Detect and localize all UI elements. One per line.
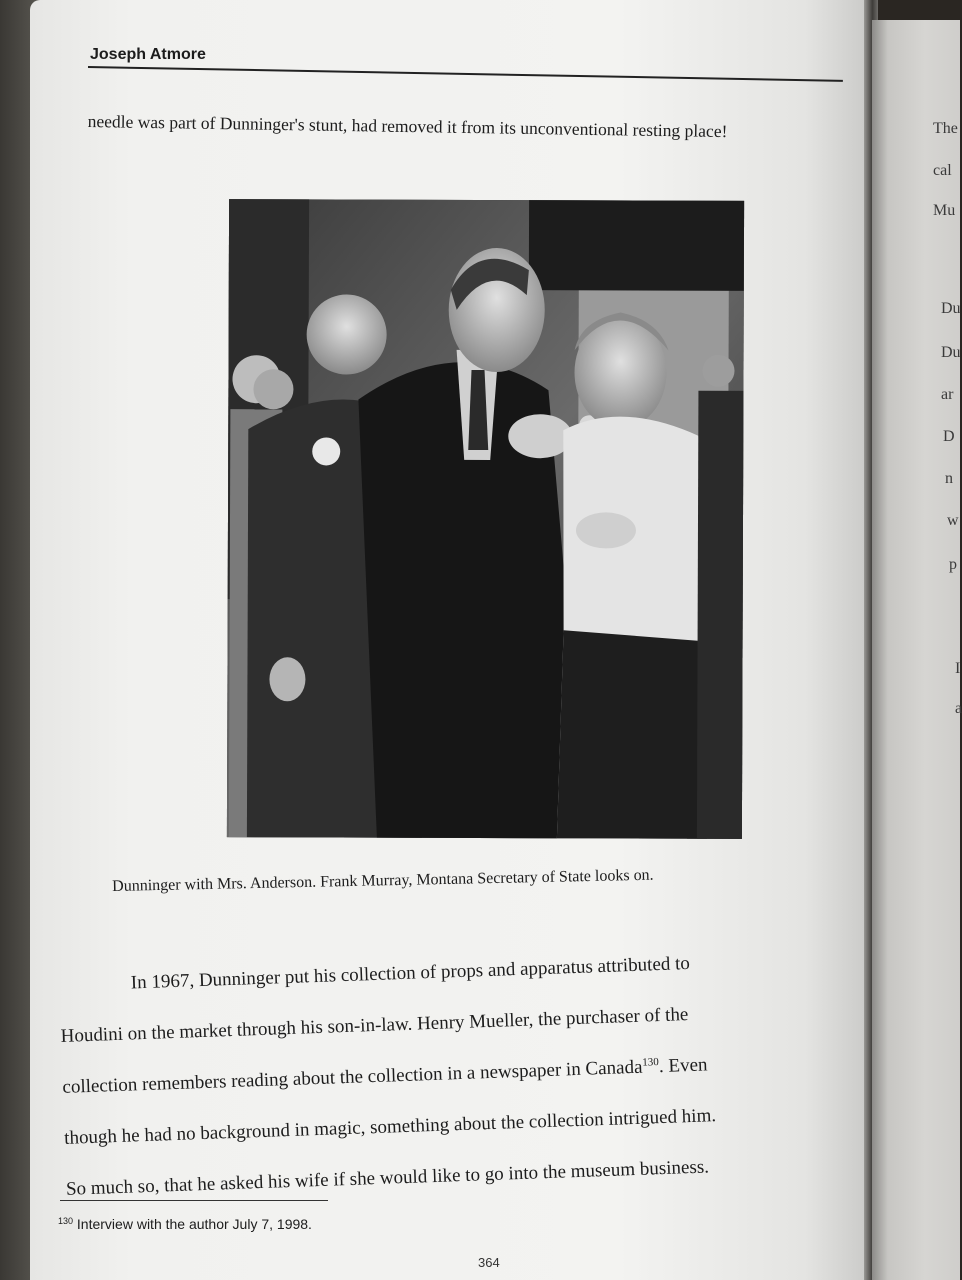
facing-fragment: n (945, 470, 953, 487)
footnote-rule (60, 1200, 328, 1201)
body-paragraph (58, 931, 886, 1214)
photo-illustration (227, 199, 744, 839)
page-number: 364 (478, 1255, 500, 1270)
body-line: Houdini on the market through his son-in-law. Henry Mueller, the purchaser of the (60, 1004, 689, 1047)
body-line-text: collection remembers reading about the collection in a newspaper in Canada (62, 1056, 643, 1098)
footnote-text: Interview with the author July 7, 1998. (76, 1216, 312, 1232)
footnote-reference[interactable]: 130 (642, 1056, 659, 1069)
body-line: So much so, that he asked his wife if she would like to go into the museum business. (65, 1156, 710, 1200)
facing-fragment: Du (941, 300, 961, 317)
facing-fragment: a (955, 700, 962, 717)
footnote-marker: 130 (58, 1216, 74, 1226)
facing-fragment: Du (941, 344, 961, 361)
facing-fragment: I (955, 660, 961, 677)
facing-fragment: p (949, 556, 957, 573)
running-head: Joseph Atmore (90, 46, 206, 63)
body-line: In 1967, Dunninger put his collection of props and apparatus attributed to (130, 952, 691, 994)
body-line: though he had no background in magic, something about the collection intrigued him. (63, 1105, 717, 1149)
footnote (58, 1216, 312, 1232)
facing-fragment: The (933, 120, 958, 137)
archival-photograph (227, 199, 744, 839)
facing-fragment: D (943, 428, 955, 445)
body-line-tail: . Even (658, 1054, 708, 1078)
photo-caption: Dunninger with Mrs. Anderson. Frank Murray, Montana Secretary of State looks on. (112, 866, 654, 895)
facing-fragment: cal (933, 162, 952, 179)
facing-fragment: ar (941, 386, 954, 403)
facing-fragment: w (947, 512, 959, 529)
top-paragraph: needle was part of Dunninger's stunt, had removed it from its unconventional resting place! (87, 110, 728, 142)
facing-fragment: Mu (933, 202, 956, 219)
